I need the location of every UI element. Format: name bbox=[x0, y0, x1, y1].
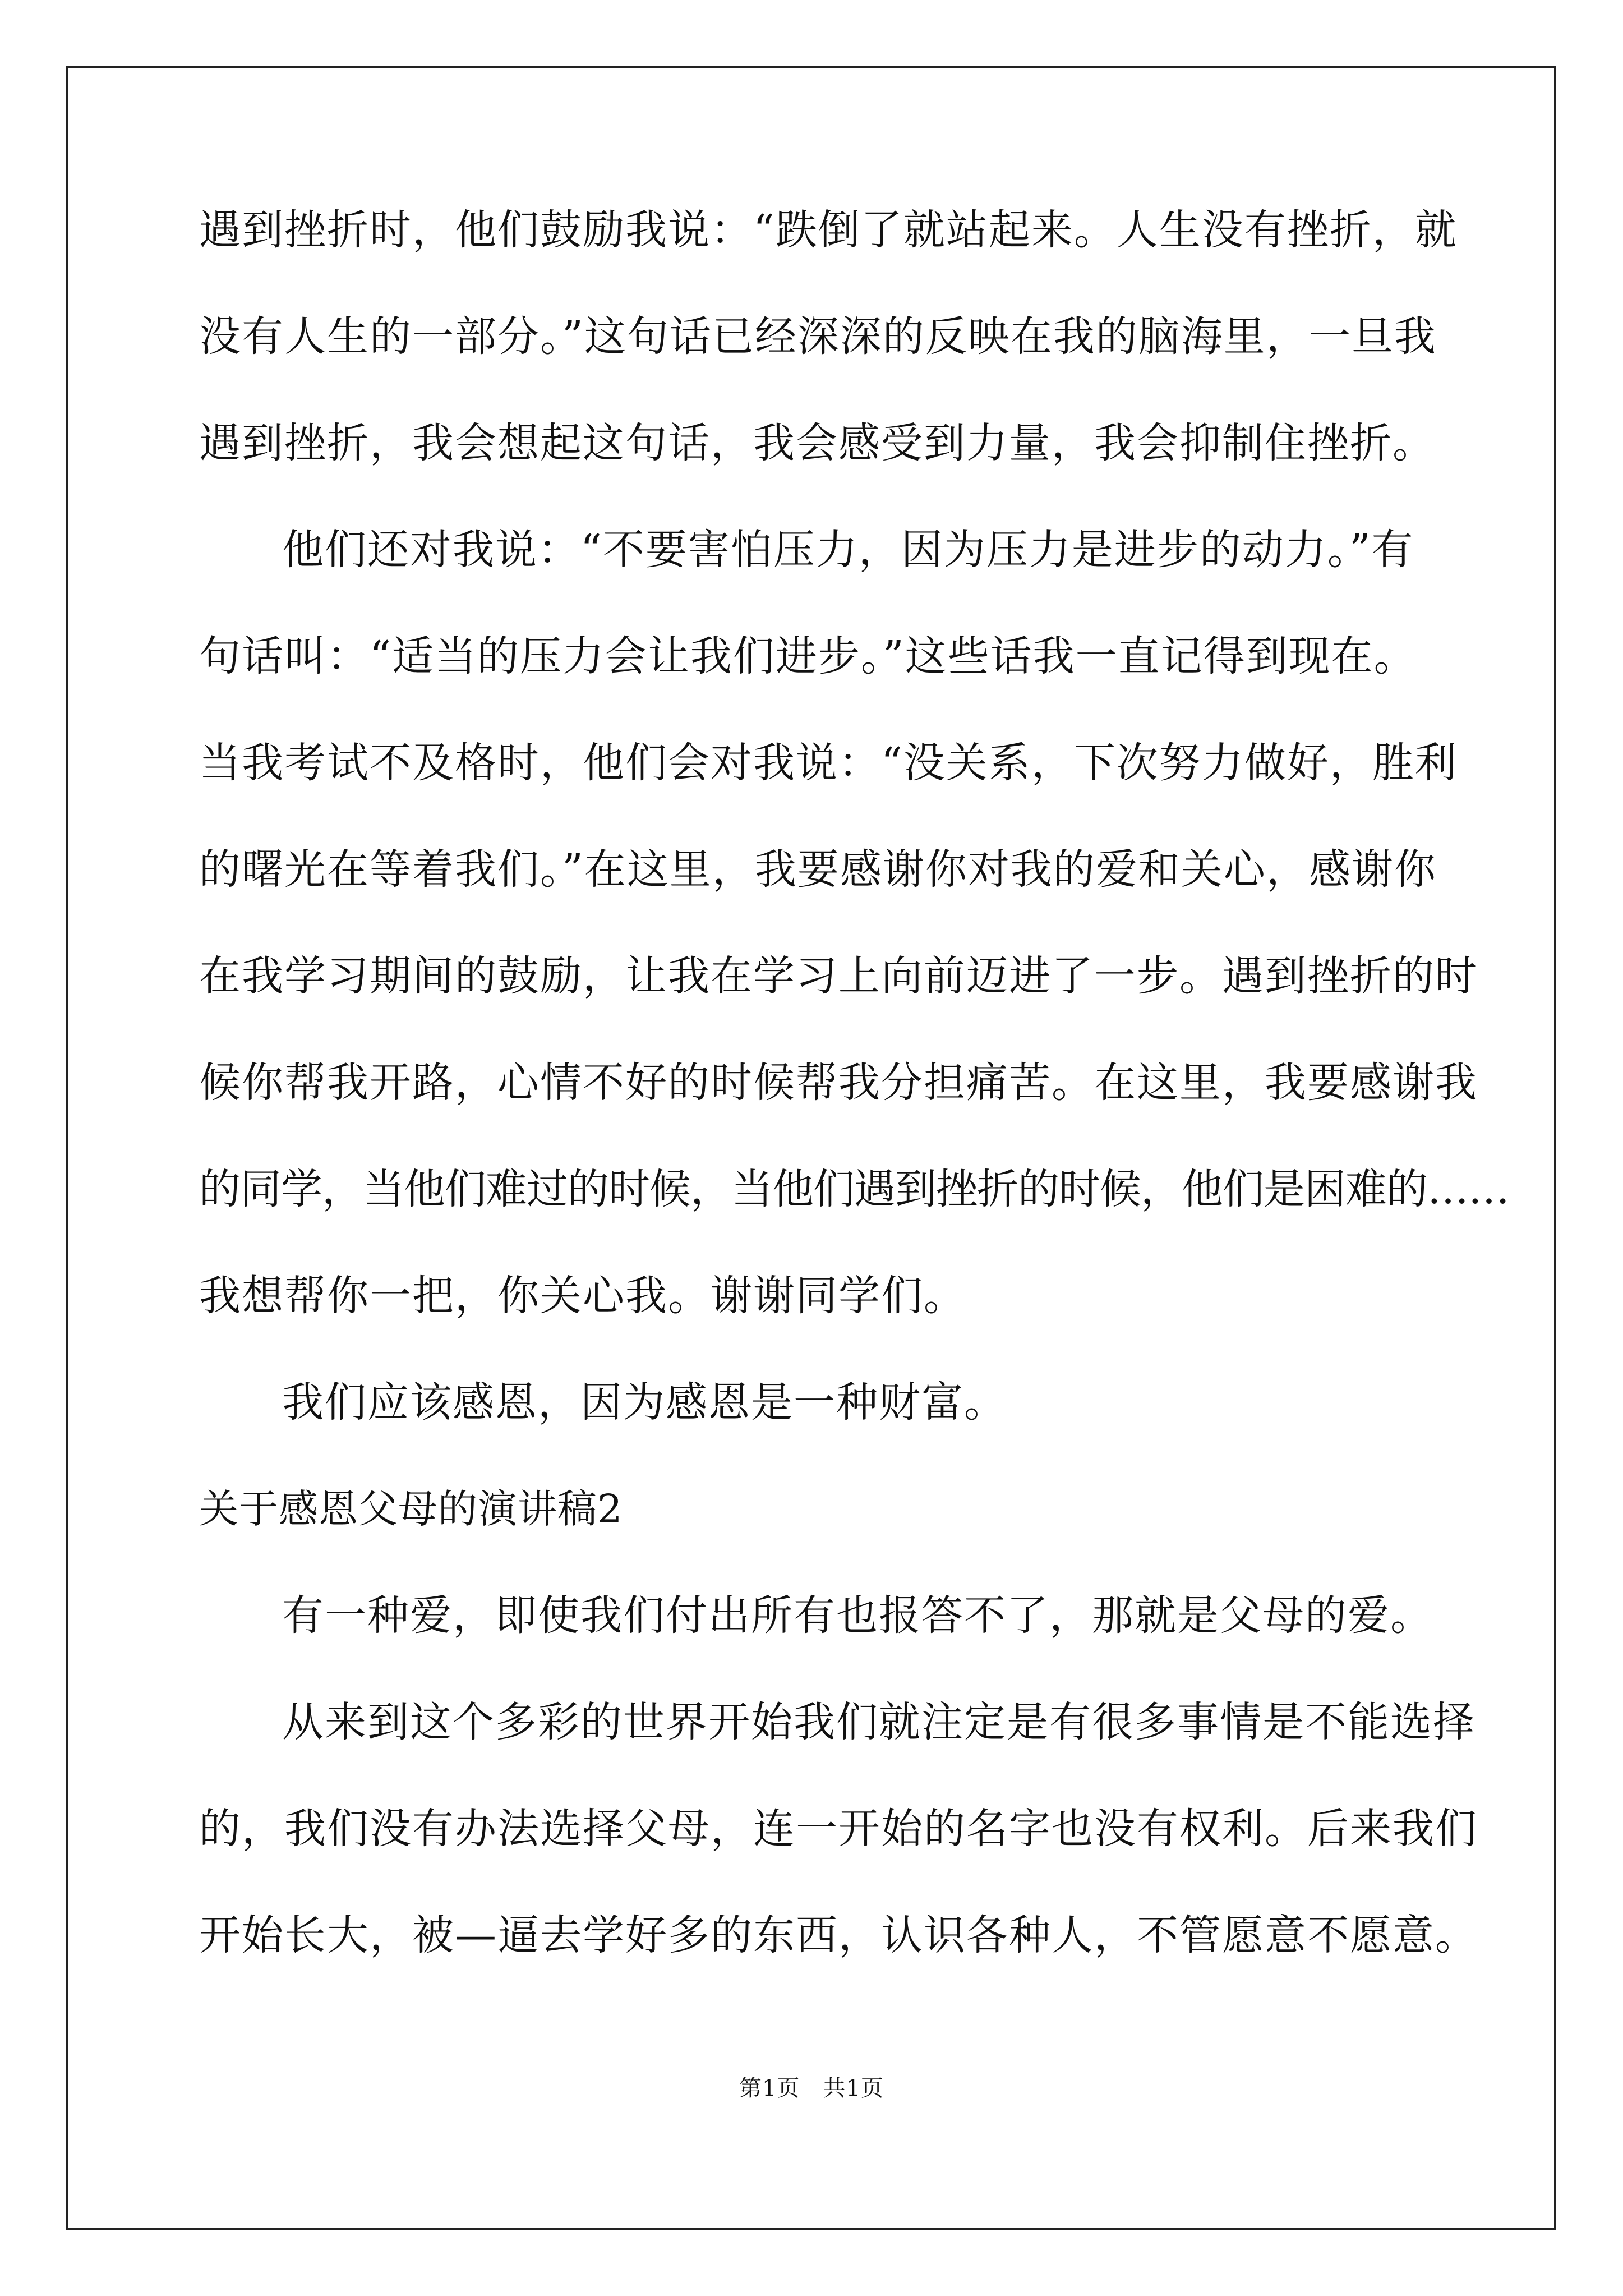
paragraph-line: 他们还对我说：“不要害怕压力，因为压力是进步的动力。”有 bbox=[282, 526, 1414, 574]
paragraph-line: 从来到这个多彩的世界开始我们就注定是有很多事情是不能选择 bbox=[282, 1698, 1476, 1746]
paragraph-line: 没有人生的一部分。”这句话已经深深的反映在我的脑海里，一旦我 bbox=[199, 312, 1437, 361]
paragraph-line: 候你帮我开路，心情不好的时候帮我分担痛苦。在这里，我要感谢我 bbox=[199, 1059, 1478, 1107]
paragraph-line: 句话叫：“适当的压力会让我们进步。”这些话我一直记得到现在。 bbox=[199, 632, 1417, 680]
paragraph-line: 的，我们没有办法选择父母，连一开始的名字也没有权利。后来我们 bbox=[199, 1805, 1478, 1853]
paragraph-line: 的同学，当他们难过的时候，当他们遇到挫折的时候，他们是困难的…… bbox=[199, 1165, 1509, 1213]
paragraph-line: 有一种爱，即使我们付出所有也报答不了，那就是父母的爱。 bbox=[282, 1591, 1433, 1640]
paragraph-line: 我们应该感恩，因为感恩是一种财富。 bbox=[282, 1378, 1007, 1427]
page-border bbox=[66, 66, 1556, 2230]
paragraph-line: 遇到挫折时，他们鼓励我说：“跌倒了就站起来。人生没有挫折，就 bbox=[199, 206, 1458, 254]
page-number-footer: 第1页 共1页 bbox=[739, 2076, 884, 2101]
paragraph-line: 在我学习期间的鼓励，让我在学习上向前迈进了一步。遇到挫折的时 bbox=[199, 952, 1478, 1000]
paragraph-line: 开始长大，被—逼去学好多的东西，认识各种人，不管愿意不愿意。 bbox=[199, 1911, 1478, 1959]
section-heading: 关于感恩父母的演讲稿2 bbox=[199, 1486, 623, 1532]
paragraph-line: 我想帮你一把，你关心我。谢谢同学们。 bbox=[199, 1272, 966, 1320]
paragraph-line: 的曙光在等着我们。”在这里，我要感谢你对我的爱和关心，感谢你 bbox=[199, 845, 1437, 894]
paragraph-line: 当我考试不及格时，他们会对我说：“没关系，下次努力做好，胜利 bbox=[199, 739, 1458, 787]
paragraph-line: 遇到挫折，我会想起这句话，我会感受到力量，我会抑制住挫折。 bbox=[199, 419, 1435, 467]
